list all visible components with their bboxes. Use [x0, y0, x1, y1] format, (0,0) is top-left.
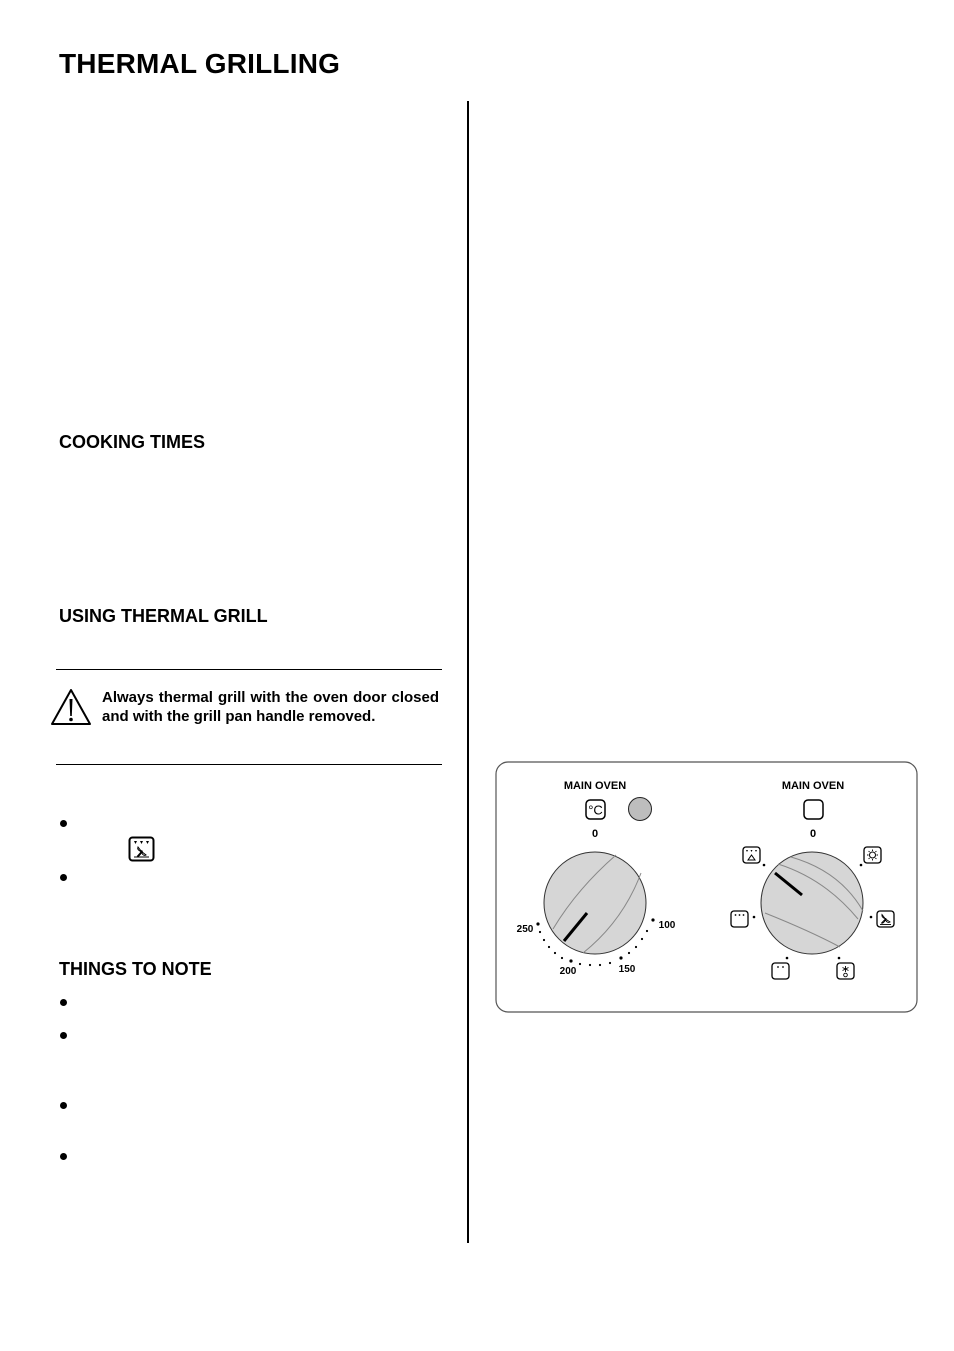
- neon-indicator-light: [629, 798, 652, 821]
- bullet: [60, 874, 67, 881]
- warning-text: Always thermal grill with the oven door closed and with the grill pan handle removed.: [102, 689, 439, 725]
- left-zero-label: 0: [591, 828, 599, 840]
- thermostat-knob: [544, 852, 646, 954]
- right-control-label: MAIN OVEN: [781, 780, 845, 792]
- bullet: [60, 999, 67, 1006]
- warning-triangle-icon: [50, 688, 92, 726]
- scale-label-200: 200: [559, 966, 577, 977]
- function-selector-knob: [761, 852, 863, 954]
- control-panel-diagram: [495, 761, 918, 1013]
- column-divider: [467, 101, 469, 1243]
- conventional-icon: [772, 963, 789, 979]
- heading-things-to-note: THINGS TO NOTE: [59, 959, 212, 979]
- defrost-icon: [837, 963, 854, 979]
- bullet: [60, 820, 67, 827]
- oven-off-icon: [804, 800, 823, 819]
- right-zero-label: 0: [809, 828, 817, 840]
- thermal-grill-icon: [743, 847, 760, 863]
- scale-label-250: 250: [516, 924, 534, 935]
- scale-label-150: 150: [618, 964, 636, 975]
- thermostat-celsius-icon: [586, 800, 605, 819]
- base-heat-icon: [731, 911, 748, 927]
- fan-oven-icon: [877, 911, 894, 927]
- light-icon: [864, 847, 881, 863]
- svg-text:°C: °C: [588, 802, 603, 818]
- warning-rule-bottom: [56, 764, 442, 765]
- bullet: [60, 1153, 67, 1160]
- heading-using-thermal-grill: USING THERMAL GRILL: [59, 606, 268, 626]
- bullet: [60, 1032, 67, 1039]
- bullet: [60, 1102, 67, 1109]
- warning-rule-top: [56, 669, 442, 670]
- thermal-grill-icon: [128, 836, 155, 862]
- scale-label-100: 100: [658, 920, 676, 931]
- heading-cooking-times: COOKING TIMES: [59, 432, 206, 452]
- left-control-label: MAIN OVEN: [563, 780, 627, 792]
- page-title: THERMAL GRILLING: [59, 48, 341, 79]
